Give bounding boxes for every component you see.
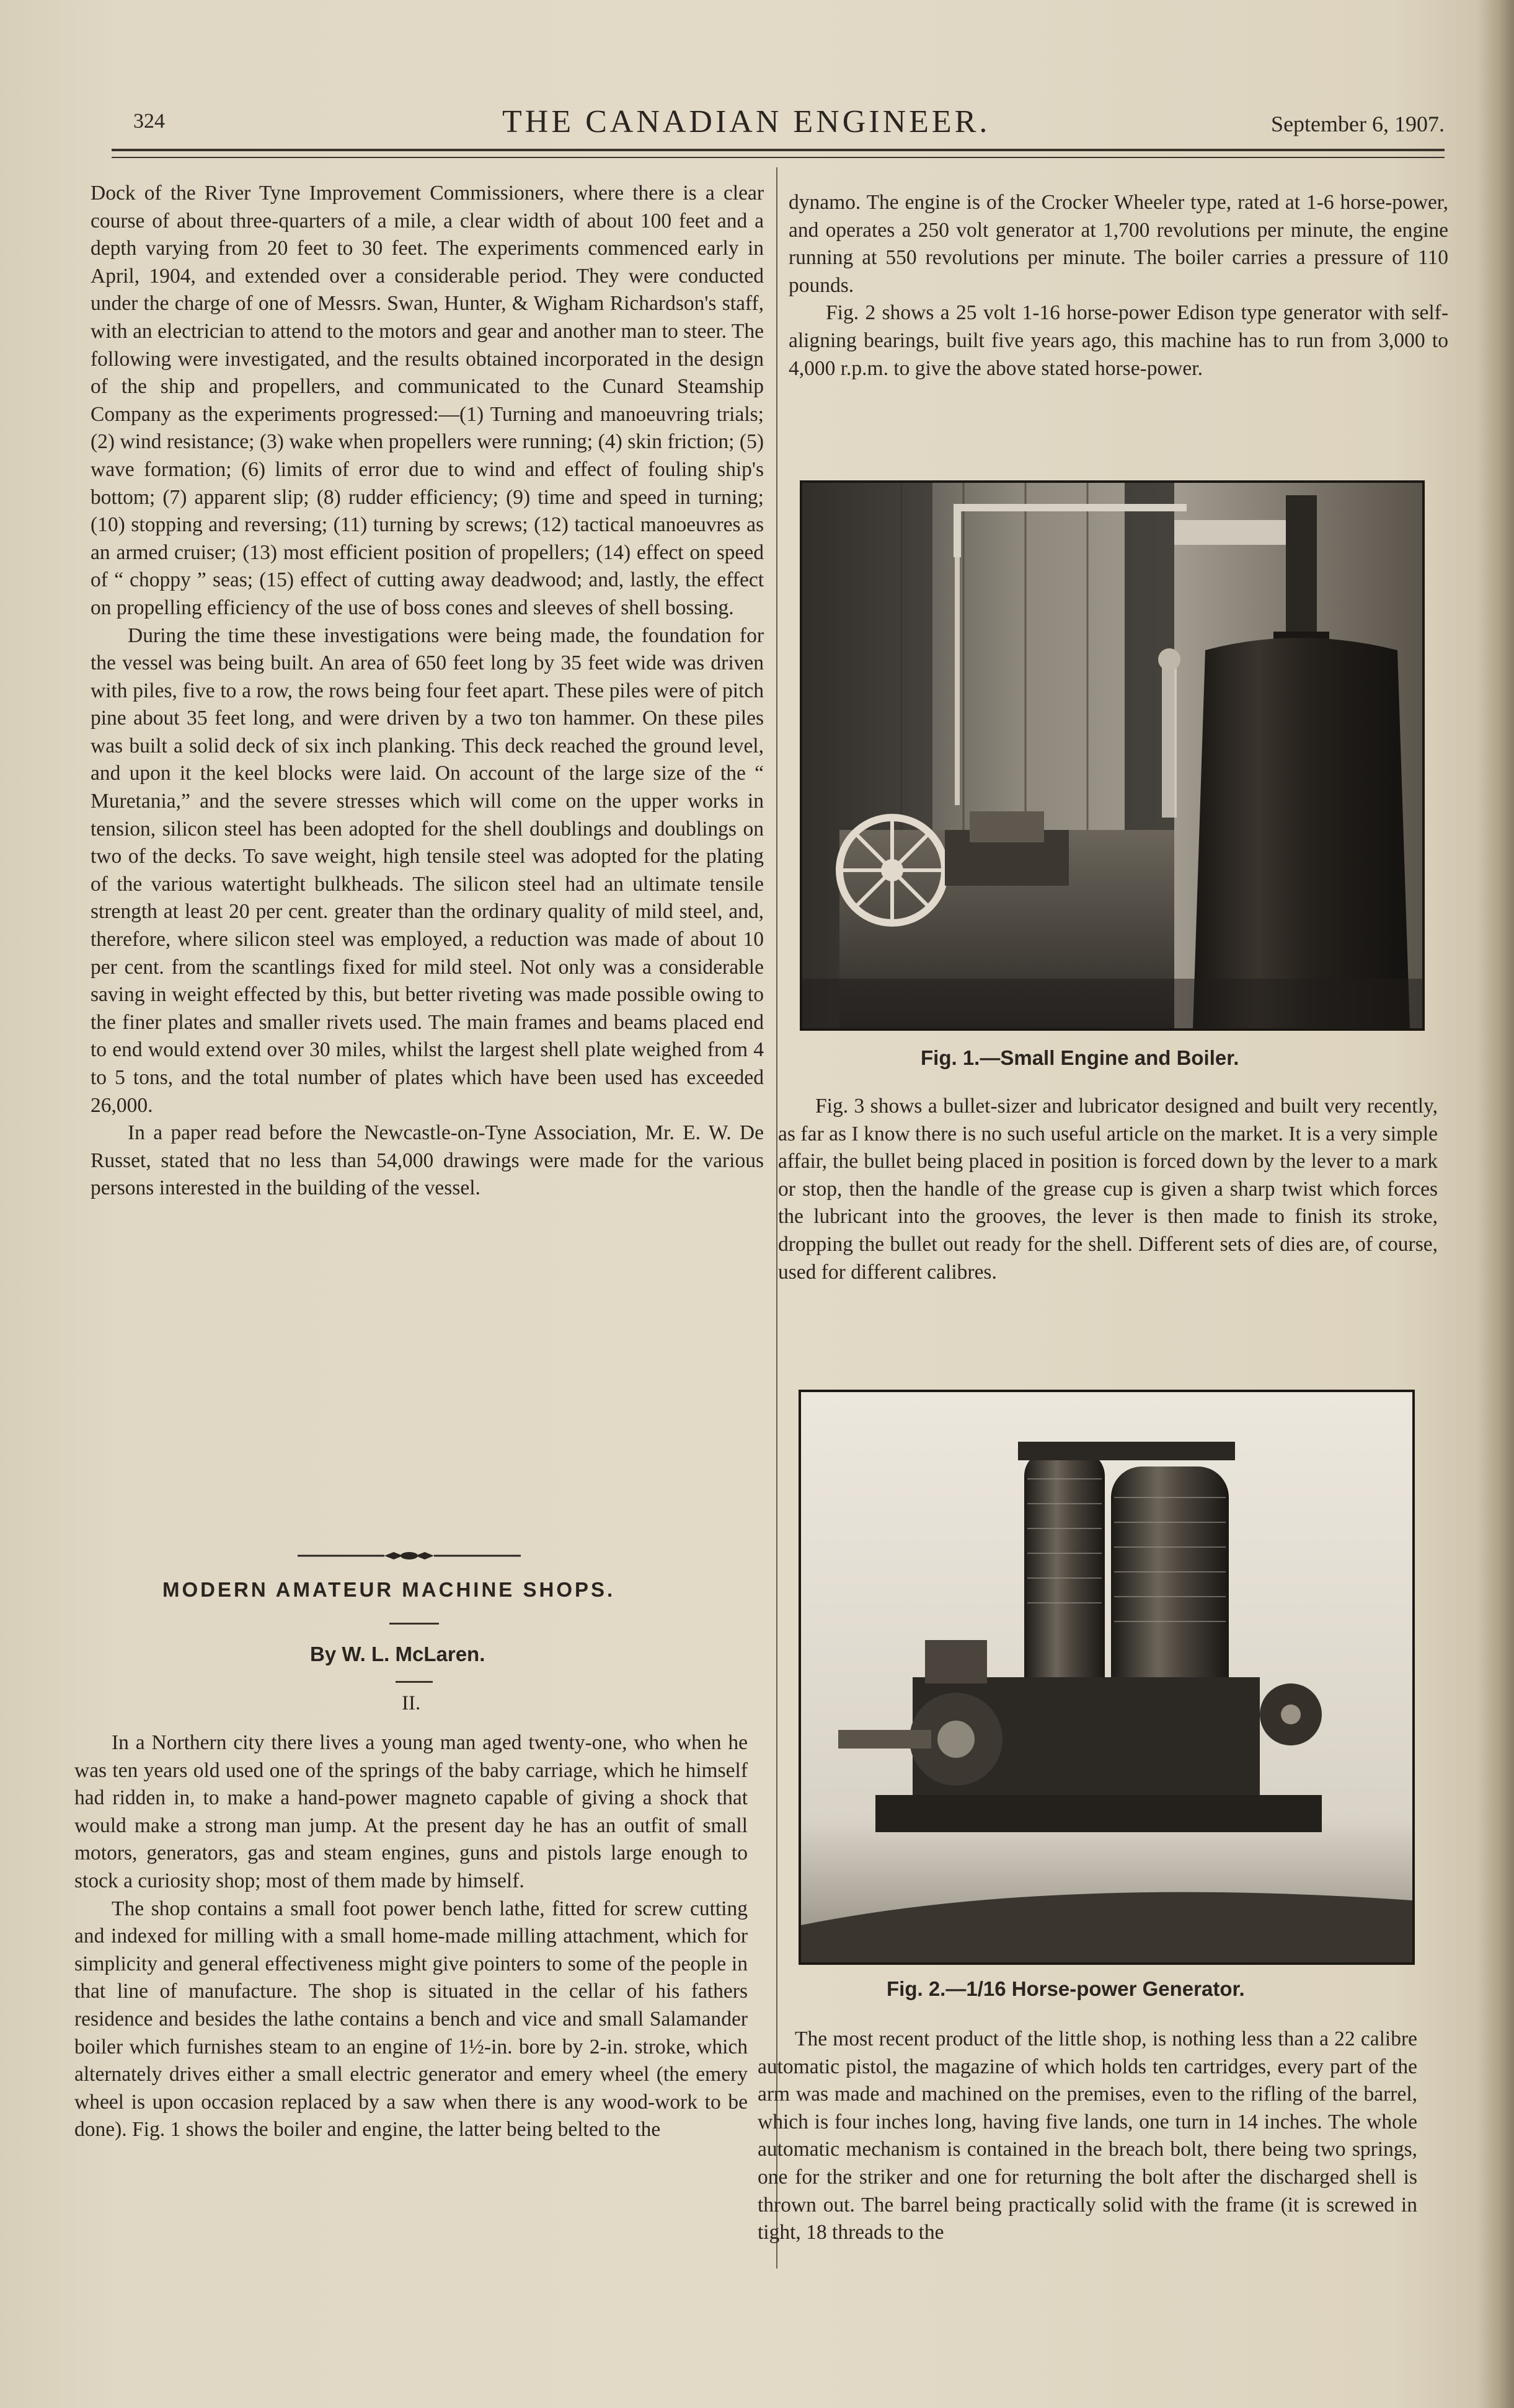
title-rule: [389, 1623, 439, 1625]
page-edge-shadow: [1477, 0, 1514, 2408]
article-part-number: II.: [402, 1692, 421, 1714]
paragraph: During the time these investigations were being made, the foundation for the vessel was being built. An area of 650 feet long by 35 feet wide was driven with piles, five to a row, the rows being four feet apart. These piles were of pitch pine about 35 feet long, and were driven by a two ton hammer. On these piles was built a solid deck of six inch planking. This deck reached the ground level, and upon it the keel blocks were laid. On account of the large size of the “ Muretania,” and the severe stresses which will come on the upper works in tension, silicon steel has been adopted for the shell doublings and doublings on two of the decks. To save weight, high tensile steel was adopted for the plating of the various watertight bulkheads. The silicon steel had an ultimate tensile strength at least 20 per cent. greater than the ordinary quality of mild steel, and, therefore, where silicon steel was employed, a reduction was made of about 10 per cent. from the scantlings fixed for mild steel. Not only was a considerable saving in weight effected by this, but better riveting was made possible owing to the finer plates and smaller rivets used. The main frames and beams placed end to end would extend over 30 miles, whilst the largest shell plate weighed from 4 to 5 tons, and the total number of plates which have been used has exceeded 26,000.: [91, 624, 764, 1117]
right-column-top-text: [789, 189, 1448, 382]
article-byline: By W. L. McLaren.: [310, 1643, 485, 1665]
right-column-middle-text: [778, 1093, 1438, 1286]
header-rule-bottom: [112, 157, 1445, 158]
ornament-divider: [298, 1550, 521, 1562]
right-column-bottom-text: [758, 2026, 1417, 2247]
paragraph: Fig. 2 shows a 25 volt 1-16 horse-power Edison type generator with self-aligning bearings, built five years ago, this machine has to run from 3,000 to 4,000 r.p.m. to give the above stated horse-power.: [789, 301, 1448, 380]
paragraph: Fig. 3 shows a bullet-sizer and lubricator designed and built very recently, as far as I know there is no such useful article on the market. It is a very simple affair, the bullet being placed in position is forced down by the lever to a mark or stop, then the handle of the grease cup is given a sharp twist which forces the lubricant into the grooves, the lever is then made to finish its stroke, dropping the bullet out ready for the shell. Different sets of dies are, of course, used for different calibres.: [778, 1095, 1438, 1284]
article-body-left: [74, 1729, 748, 2144]
left-column-text: [91, 180, 764, 1202]
figure-1-engine-boiler-photo: [800, 480, 1425, 1031]
paragraph: In a Northern city there lives a young man aged twenty-one, who when he was ten years old used one of the springs of the baby carriage, which he himself had ridden in, to make a hand-power magneto capable of giving a shock that would make a strong man jump. At the present day he has an outfit of small motors, generators, gas and steam engines, guns and pistols large enough to stock a curiosity shop; most of them made by himself.: [74, 1731, 748, 1892]
figure-2-caption: Fig. 2.—1/16 Horse-power Generator.: [887, 1977, 1245, 2000]
paragraph: dynamo. The engine is of the Crocker Wheeler type, rated at 1-6 horse-power, and operates a 250 volt generator at 1,700 revolutions per minute, the engine running at 550 revolutions per minute. The boiler carries a pressure of 110 pounds.: [789, 191, 1448, 297]
figure-2-generator-photo: [799, 1390, 1415, 1965]
page-number: 324: [133, 110, 165, 133]
journal-title: THE CANADIAN ENGINEER.: [502, 104, 991, 139]
page-header: [93, 104, 1445, 146]
header-rule-top: [112, 149, 1445, 151]
paragraph: The most recent product of the little shop, is nothing less than a 22 calibre automatic pistol, the magazine of which holds ten cartridges, every part of the arm was made and machined on the premises, even to the rifling of the barrel, which is four inches long, having five lands, one turn in 14 inches. The whole automatic mechanism is contained in the breach bolt, there being two springs, one for the striker and one for returning the bolt after the discharged shell is thrown out. The barrel being practically solid with the frame (it is screwed in tight, 18 threads to the: [758, 2027, 1417, 2244]
paragraph: The shop contains a small foot power bench lathe, fitted for screw cutting and indexed for milling with a small home-made milling attachment, which for simplicity and general effectiveness might give pointers to some of the people in that line of manufacture. The shop is situated in the cellar of his fathers residence and besides the lathe contains a bench and vice and small Salamander boiler which furnishes steam to an engine of 1½-in. bore by 2-in. stroke, which alternately drives either a small electric generator and emery wheel (the emery wheel is upon occasion replaced by a saw when there is any wood-work to be done). Fig. 1 shows the boiler and engine, the latter being belted to the: [74, 1897, 748, 2141]
article-title: MODERN AMATEUR MACHINE SHOPS.: [162, 1578, 616, 1601]
issue-date: September 6, 1907.: [1271, 112, 1445, 136]
paragraph: Dock of the River Tyne Improvement Commissioners, where there is a clear course of about three-quarters of a mile, a clear width of about 100 feet and a depth varying from 20 feet to 30 feet. The experiments commenced early in April, 1904, and extended over a considerable period. They were conducted under the charge of one of Messrs. Swan, Hunter, & Wigham Richardson's staff, with an electrician to attend to the motors and gear and another man to steer. The following were investigated, and the results obtained incorporated in the design of the ship and propellers, and communicated to the Cunard Steamship Company as the experiments progressed:—(1) Turning and manoeuvring trials; (2) wind resistance; (3) wake when propellers were running; (4) skin friction; (5) wave formation; (6) limits of error due to wind and effect of fouling ship's bottom; (7) apparent slip; (8) rudder efficiency; (9) time and speed in turning; (10) stopping and reversing; (11) turning by screws; (12) tactical manoeuvres as an armed cruiser; (13) most efficient position of propellers; (14) effect on speed of “ choppy ” seas; (15) effect of cutting away deadwood; and, lastly, the effect on propelling efficiency of the use of boss cones and sleeves of shell bossing.: [91, 182, 764, 619]
column-divider: [776, 167, 777, 2269]
paragraph: In a paper read before the Newcastle-on-Tyne Association, Mr. E. W. De Russet, stated that no less than 54,000 drawings were made for the various persons interested in the building of the vessel.: [91, 1121, 764, 1200]
byline-rule: [396, 1681, 433, 1683]
figure-1-caption: Fig. 1.—Small Engine and Boiler.: [921, 1046, 1239, 1069]
